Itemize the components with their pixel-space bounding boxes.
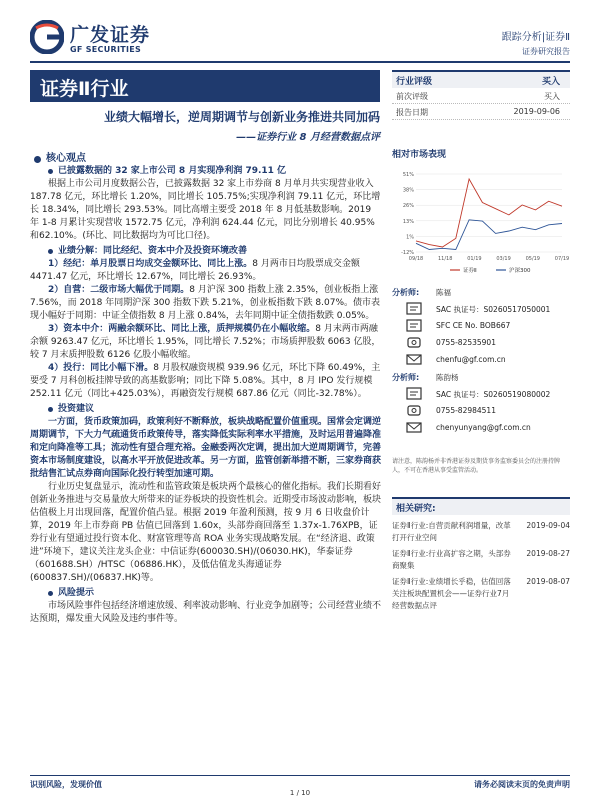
series-line (416, 179, 562, 247)
related-item[interactable] (392, 548, 570, 572)
analyst-sac: SAC 执证号：S0260517050001 (436, 305, 551, 314)
p1-heading: 已披露数据的 32 家上市公司 8 月实现净利润 79.11 亿 (30, 165, 382, 178)
rating-label: 行业评级 (396, 77, 433, 87)
report-kind: 证券研究报告 (522, 47, 570, 56)
analyst-phone-row (392, 403, 570, 420)
x-tick-label: 03/19 (496, 256, 511, 262)
related-item[interactable] (392, 520, 570, 544)
email-icon (406, 353, 422, 366)
analyst-email[interactable]: chenfu@gf.com.cn (436, 355, 506, 364)
rating-header (392, 70, 570, 88)
analyst-email-row (392, 420, 570, 437)
analyst-phone: 0755-82984511 (436, 406, 496, 415)
y-tick-label: 1% (406, 234, 414, 241)
phone-icon (406, 336, 422, 349)
related-research-header (392, 497, 570, 515)
analyst-name: 陈福 (436, 288, 451, 297)
analyst-name-row (392, 369, 570, 386)
footer-slogan: 识别风险，发现价值 (30, 780, 102, 789)
p2-3-lead: 3）资本中介：两融余额环比、同比上涨，质押规模仍在小幅收缩。 (48, 324, 316, 334)
p3-a-text: 一方面，货币政策加码，政策利好不断释放，板块战略配置价值重现。国常会定调逆周期调节，下大力气疏通货币政策传导，落实降低实际利率水平措施，及时运用普遍降准和定向降准等工具；流动性有望合理充裕。金融委两次定调，提出加大逆周期调节，完善资本市场制度建设，以高水平开放促进改革。另一方面，监管创新举措不断，三家券商获批结售汇试点券商向国际化投行转型加速可期。 (30, 417, 382, 479)
page-number: 1 / 10 (289, 789, 311, 797)
y-tick-label: 13% (402, 218, 414, 225)
footer-disclaimer-link[interactable]: 请务必阅读末页的免责声明 (474, 780, 570, 789)
industry-title-band (30, 70, 380, 102)
x-tick-label: 01/19 (467, 256, 482, 262)
prev-rating-row (392, 88, 570, 104)
header-divider (30, 61, 570, 63)
analyst-label: 分析师: (392, 288, 420, 297)
related-item[interactable] (392, 576, 570, 612)
analyst-phone-row (392, 335, 570, 352)
related-item-title[interactable]: 证券Ⅱ行业:自营贡献利润增量，改革打开行业空间 (392, 521, 511, 542)
industry-title: 证券Ⅱ行业 (40, 78, 129, 100)
p2-4-text: 8 月股权融资规模 939.96 亿元，环比下降 60.49%，主要受 7 月科创板挂牌导致的高基数影响；同比下降 5.08%。其中，8 月 IPO 发行规模 252.11 亿元（同比+425.03%），再融资发行规模 687.86 亿元（同比-32.78%）。 (30, 363, 381, 399)
p4-text: 市场风险事件包括经济增速放缓、利率波动影响、行业竞争加剧等；公司经营业绩不达预期，爆发重大风险及违约事件等。 (30, 601, 382, 624)
email-icon (406, 421, 422, 434)
brand-logo (30, 18, 170, 58)
p1-text: 根据上市公司月度数据公告，已披露数据 32 家上市券商 8 月单月共实现营业收入 187.78 亿元，环比增长 1.20%，同比增长 105.75%;实现净利润 79.11 亿元，环比增长 18.34%，同比增长 293.53%。同比高增主要受 2018 年 8 月低基数影响。2019 年 1-8 月累计实现营收 1572.75 亿元，净利润 624.44 亿元，同比分别增长 40.95%和62.10%。(环比、同比数据均为可比口径)。 (30, 179, 381, 241)
analyst-sfc-row (392, 318, 570, 335)
performance-title: 相对市场表现 (392, 150, 447, 160)
p2-heading: 业绩分解：同比经纪、资本中介及投资环境改善 (30, 245, 382, 258)
certificate-icon (406, 319, 422, 332)
related-item-date: 2019-08-07 (526, 577, 570, 586)
analyst-email-row (392, 352, 570, 369)
x-tick-label: 09/18 (408, 256, 424, 262)
core-views-heading: 核心观点 (30, 152, 382, 165)
analyst-phone: 0755-82535901 (436, 338, 496, 347)
prev-rating-value: 买入 (544, 92, 560, 101)
analyst-name-row (392, 284, 570, 301)
brand-name-en: GF SECURITIES (70, 45, 142, 54)
p2-4-lead: 4）投行：同比小幅下滑。 (48, 363, 154, 373)
analyst-disclaimer: 请注意，陈韵杨并非香港证券及期货事务监察委员会的注册持牌人，不可在香港从事受监管活动。 (392, 458, 561, 474)
legend-label: 沪深300 (509, 268, 531, 274)
analyst-label: 分析师: (392, 373, 420, 382)
analyst-sac: SAC 执证号：S0260519080002 (436, 390, 551, 399)
p3-b-text: 行业历史复盘显示，流动性和监管政策是板块两个最核心的催化指标。我们长期看好创新业务推进与交易量放大所带来的证券板块的投资性机会。近期受市场波动影响，板块估值极上月出现回落，配置价值凸显。根据 2019 年盈利预测，按 9 月 6 日收盘价计算，2019 年上市券商 PB 估值已回落到 1.60x，头部券商回落至 1.37x-1.76XPB，证券行业有望通过投行资本化、财富管理等高 ROA 业务实现战略发展。在“经济退、政策进”环境下，建议关注龙头企业：中信证券(600030.SH)/(06030.HK)，华泰证券（601688.SH）/HTSC（06886.HK），及低估值龙头海通证券(600837.SH)/(06837.HK)等。 (30, 482, 382, 583)
y-tick-label: 51% (402, 172, 414, 178)
report-headline: 业绩大幅增长，逆周期调节与创新业务推进共同加码 (103, 110, 380, 124)
related-item-date: 2019-09-04 (526, 521, 570, 530)
x-tick-label: 11/18 (437, 256, 453, 262)
series-line (416, 220, 562, 250)
legend-label: 证券Ⅱ (463, 268, 477, 274)
brand-name-cn: 广发证券 (70, 24, 151, 46)
report-date-row (392, 104, 570, 120)
p3-heading: 投资建议 (30, 403, 382, 416)
report-date-value: 2019-09-06 (513, 107, 560, 116)
report-type: 跟踪分析|证券Ⅱ (501, 32, 570, 43)
certificate-icon (406, 387, 422, 400)
p4-heading: 风险提示 (30, 587, 382, 600)
brand-logo-icon (30, 20, 64, 54)
analyst-name: 陈韵杨 (436, 373, 459, 382)
related-item-title[interactable]: 证券Ⅱ行业:业绩增长乎稳，估值回落关注板块配置机会——证券行业7月经营数据点评 (392, 577, 511, 610)
page-header (0, 0, 600, 64)
y-tick-label: -12% (401, 250, 414, 256)
related-research-title: 相关研究: (396, 504, 436, 514)
analyst-sfc: SFC CE No. BOB667 (436, 321, 511, 330)
rating-panel (392, 70, 570, 120)
report-date-label: 报告日期 (396, 108, 428, 117)
analyst-block (392, 284, 570, 437)
p2-1-text: 8 月两市日均股票成交金额 4471.47 亿元，环比增长 12.67%，同比增长 26.93%。 (30, 259, 360, 282)
y-tick-label: 38% (402, 187, 414, 194)
certificate-icon (406, 302, 422, 315)
performance-chart (392, 168, 570, 278)
x-tick-label: 05/19 (525, 256, 541, 262)
p2-2-lead: 2）自营：二级市场大幅优于同期。 (48, 285, 190, 295)
analyst-email[interactable]: chenyunyang@gf.com.cn (436, 423, 531, 432)
phone-icon (406, 404, 422, 417)
rating-value: 买入 (541, 77, 560, 87)
analyst-sac-row (392, 386, 570, 403)
y-tick-label: 26% (402, 203, 414, 210)
report-subhead: ——证券行业 8 月经营数据点评 (236, 132, 380, 143)
related-item-date: 2019-08-27 (526, 549, 570, 558)
footer-divider (30, 775, 570, 776)
analyst-sac-row (392, 301, 570, 318)
p2-2-text: 8 月沪深 300 指数上涨 2.35%，创业板指上涨 7.56%，而 2018 年同期沪深 300 指数下跌 5.21%，创业板指数下跌 8.07%。债市表现小幅好于同期：中证全债指数 8 月上涨 0.84%，去年同期中证全债指数跌 0.05%。 (30, 285, 381, 321)
related-item-title[interactable]: 证券Ⅱ行业:行业高扩容之期，头部券商聚集 (392, 549, 511, 570)
p2-3-text: 8 月末两市两融余额 9263.47 亿元，环比增长 1.95%，同比增长 7.52%；市场质押股数 6063 亿股，较 7 月末质押股数 6126 亿股小幅收缩。 (30, 324, 381, 360)
main-content (30, 150, 382, 626)
p2-1-lead: 1）经纪：单月股票日均成交金额环比、同比上涨。 (48, 259, 253, 269)
prev-rating-label: 前次评级 (396, 92, 428, 101)
x-tick-label: 07/19 (554, 256, 570, 262)
